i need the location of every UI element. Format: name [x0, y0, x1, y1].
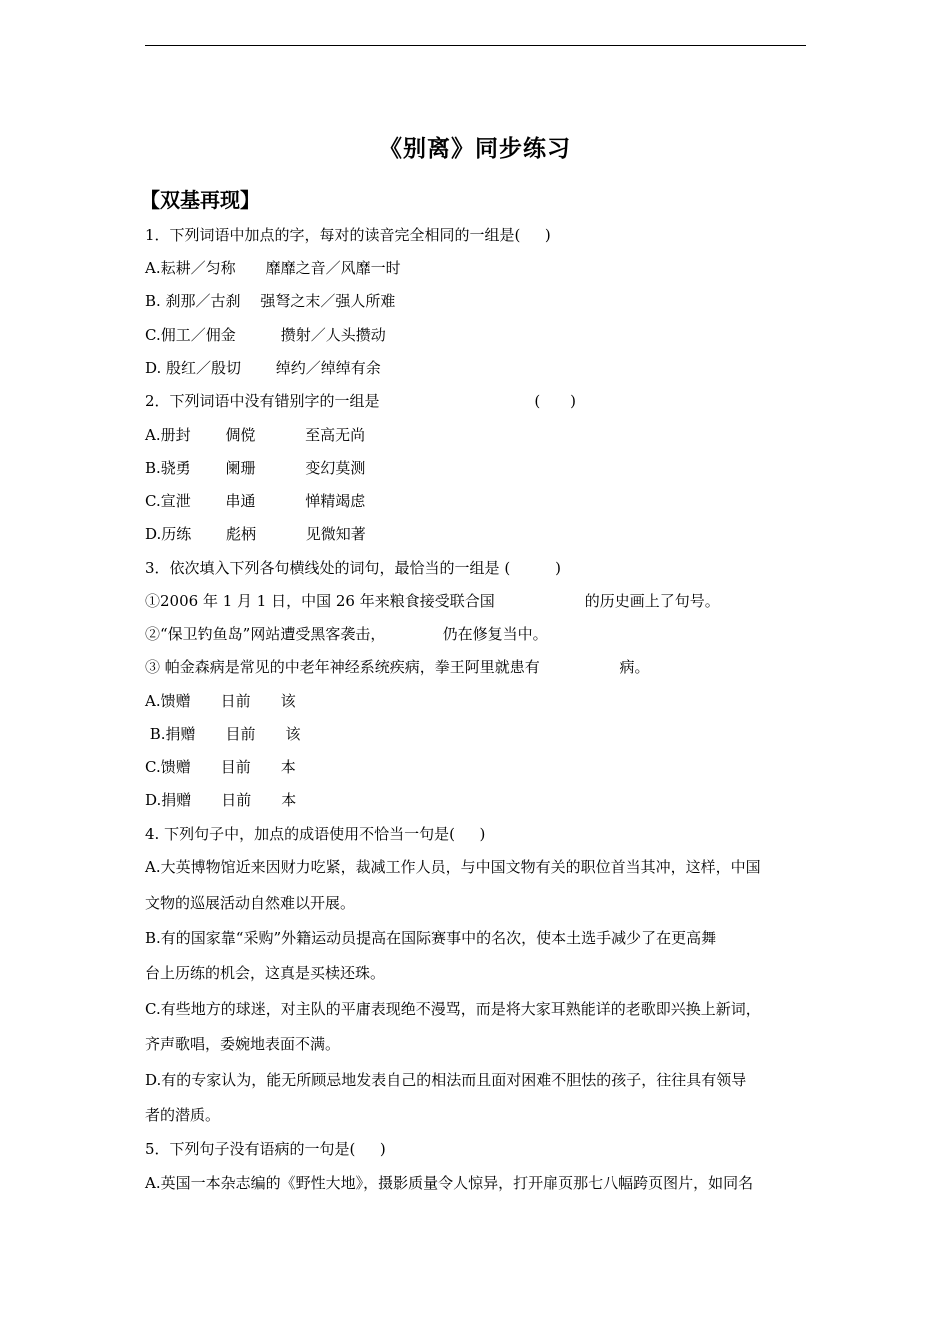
question-1-option-c: C.佣工／佣金 攒射／人头攒动: [145, 326, 386, 344]
question-3-stem: 3．依次填入下列各句横线处的词句，最恰当的一组是 ( ): [145, 559, 562, 577]
question-1-stem: 1．下列词语中加点的字，每对的读音完全相同的一组是( ): [145, 226, 551, 244]
question-3-option-b: B.捐赠 目前 该: [145, 725, 301, 743]
question-5-stem: 5．下列句子没有语病的一句是( ): [145, 1140, 386, 1158]
question-3-sentence-2: ②“保卫钓鱼岛”网站遭受黑客袭击， 仍在修复当中。: [145, 625, 548, 643]
document-title: 《别离》同步练习: [379, 136, 571, 162]
question-3-option-c: C.馈赠 目前 本: [145, 758, 296, 776]
question-2-stem: 2．下列词语中没有错别字的一组是 ( ): [145, 392, 577, 410]
question-3-option-a: A.馈赠 日前 该: [145, 692, 296, 710]
question-4-stem: 4. 下列句子中，加点的成语使用不恰当一句是( ): [145, 825, 486, 843]
question-5-option-a-line-1: A.英国一本杂志编的《野性大地》，摄影质量令人惊异，打开扉页那七八幅跨页图片，如同名: [145, 1174, 754, 1192]
question-3-option-d: D.捐赠 日前 本: [145, 791, 297, 809]
question-1-option-b: B. 刹那／古刹 强弩之末／强人所难: [145, 292, 396, 310]
question-4-option-b-line-1: B.有的国家靠“采购”外籍运动员提高在国际赛事中的名次，使本土选手减少了在更高舞: [145, 929, 717, 947]
question-3-sentence-3: ③ 帕金森病是常见的中老年神经系统疾病，拳王阿里就患有 病。: [145, 658, 650, 676]
question-2-option-b: B.骁勇 阑珊 变幻莫测: [145, 459, 366, 477]
header-rule: [145, 45, 806, 46]
question-4-option-d-line-2: 者的潜质。: [145, 1106, 221, 1124]
question-4-option-d-line-1: D.有的专家认为，能无所顾忌地发表自己的相法而且面对困难不胆怯的孩子，往往具有领导: [145, 1071, 747, 1089]
question-1-option-a: A.耘耕／匀称 靡靡之音／风靡一时: [145, 259, 401, 277]
question-2-option-d: D.历练 彪柄 见微知著: [145, 525, 366, 543]
question-4-option-c-line-2: 齐声歌唱，委婉地表面不满。: [145, 1035, 341, 1053]
section-heading: 【双基再现】: [140, 188, 260, 212]
question-1-option-d: D. 殷红／殷切 绰约／绰绰有余: [145, 359, 381, 377]
question-3-sentence-1: ①2006 年 1 月 1 日，中国 26 年来粮食接受联合国 的历史画上了句号。: [145, 592, 720, 610]
question-4-option-b-line-2: 台上历练的机会，这真是买椟还珠。: [145, 964, 386, 982]
question-2-option-a: A.册封 倜傥 至高无尚: [145, 426, 366, 444]
question-2-option-c: C.宣泄 串通 惮精竭虑: [145, 492, 366, 510]
question-4-option-c-line-1: C.有些地方的球迷，对主队的平庸表现绝不漫骂，而是将大家耳熟能详的老歌即兴换上新词，: [145, 1000, 761, 1018]
question-4-option-a-line-2: 文物的巡展活动自然难以开展。: [145, 894, 356, 912]
question-4-option-a-line-1: A.大英博物馆近来因财力吃紧，裁减工作人员，与中国文物有关的职位首当其冲，这样，中国: [145, 858, 761, 876]
